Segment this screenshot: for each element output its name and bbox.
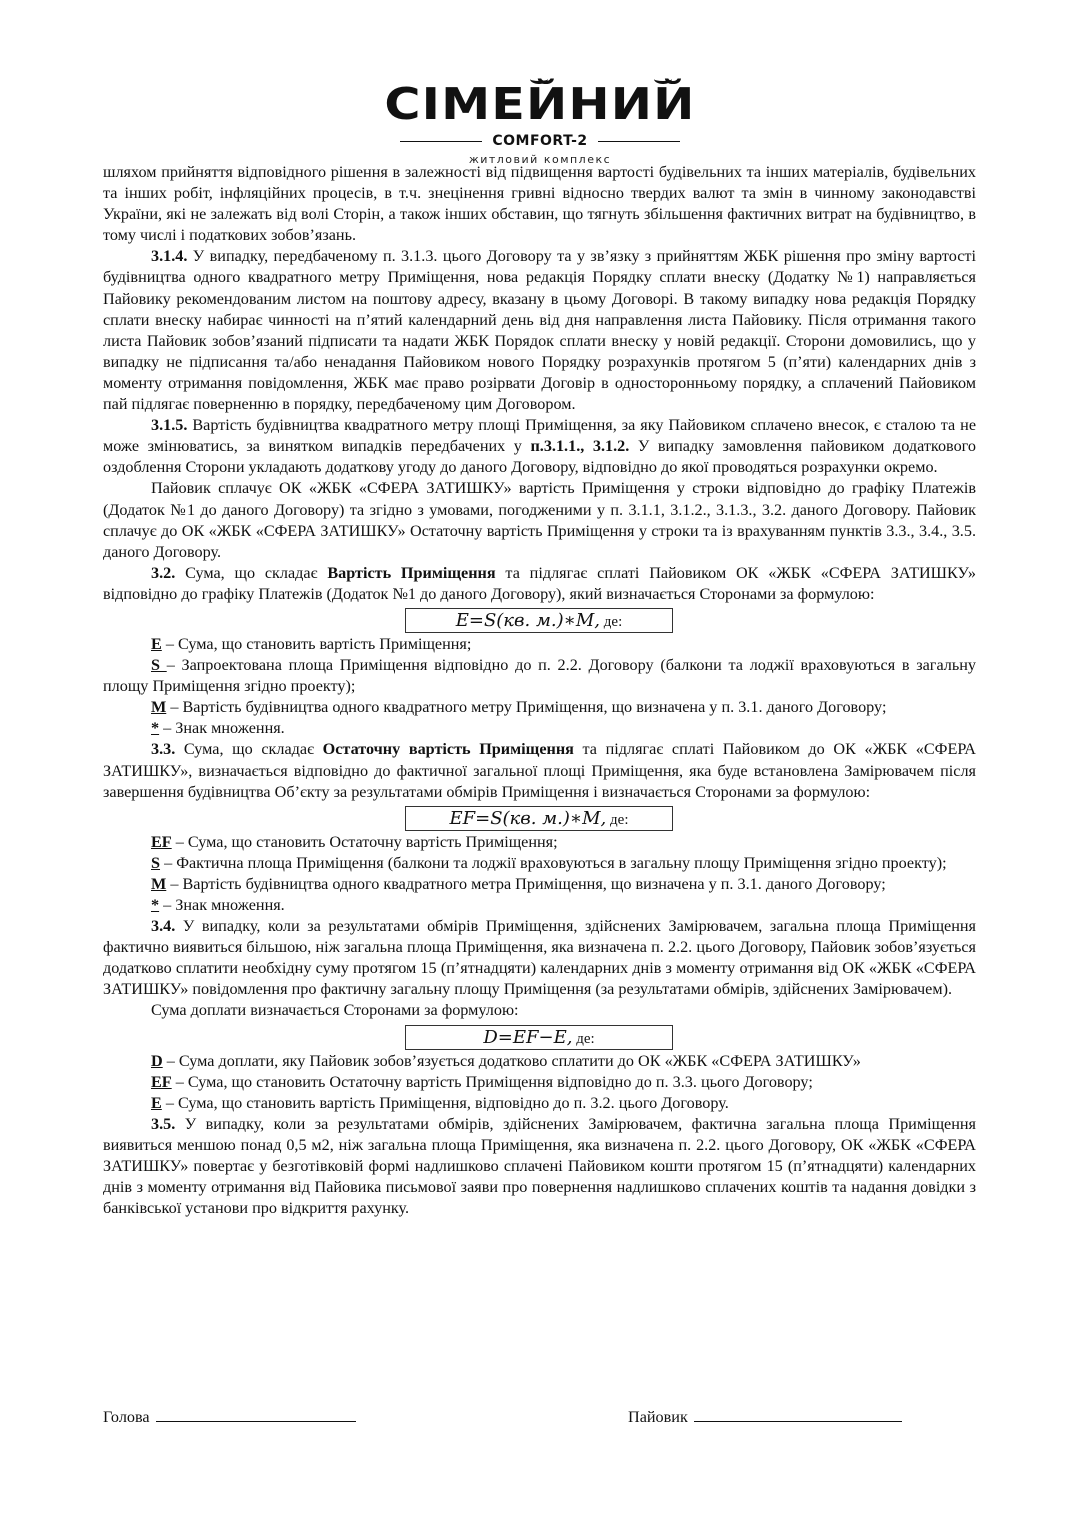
signature-line[interactable] — [694, 1408, 902, 1422]
paragraph-payment: Пайовик сплачує ОК «ЖБК «СФЕРА ЗАТИШКУ» вартість Приміщення у строки відповідно до графіку Платежів (Додаток №1 до даного Договору) та згідно з умовами, погодженими у п. 3.1.1, 3.1.2., 3.1.3., 3.2. даного Договору. Пайовик сплачує до ОК «ЖБК «СФЕРА ЗАТИШКУ» Остаточну вартість Приміщення у строки та із врахуванням пунктів 3.3., 3.4., 3.5. даного Договору. — [103, 479, 976, 561]
formula-box-E — [405, 608, 673, 633]
section-bold-term: Остаточну вартість Приміщення — [322, 740, 574, 759]
section-number: 3.5. — [151, 1114, 176, 1133]
definition-item — [103, 697, 976, 718]
section-text: Сума, що складає — [175, 740, 323, 759]
section-text: У випадку замовлення пайовиком додаткового оздоблення Сторони укладають додаткову угоду до даного Договору, відповідно до якої проводяться розрахунки окремо. — [103, 437, 977, 477]
section-text: Сума, що складає — [175, 563, 328, 582]
section-3-1-4 — [103, 246, 976, 415]
definition-item — [103, 832, 976, 853]
signature-chairman — [103, 1408, 356, 1427]
section-text: У випадку, коли за результатами обмірів Приміщення, здійснених Замірювачем, загальна площа Приміщення фактично виявиться більшою, ніж загальна площа Приміщення, яка визначена п. 2.2. цього Договору, Пайовик зобов’язується додатково сплатити необхідну суму протягом 15 (п’ятнадцяти) календарних днів з моменту отримання від ОК «ЖБК «СФЕРА ЗАТИШКУ» повідомлення про фактичну загальну площу Приміщення (за результатами обмірів, здійснених Замірювачем). — [103, 917, 976, 999]
definition-text: – Сума доплати, яку Пайовик зобов’язується додатково сплатити до ОК «ЖБК «СФЕРА ЗАТИШКУ» — [162, 1051, 861, 1070]
logo — [384, 70, 696, 170]
definition-symbol: * — [151, 896, 160, 914]
definition-text: – Фактична площа Приміщення (балкони та лоджії враховуються в загальну площу Приміщення згідно проекту); — [160, 853, 947, 872]
section-number: 3.1.5. — [151, 416, 188, 435]
definition-text: – Сума, що становить Остаточну вартість Приміщення; — [171, 832, 558, 851]
definition-text: – Вартість будівництва одного квадратного метра Приміщення, що визначена у п. 3.1. даного Договору; — [166, 874, 886, 893]
definition-item — [103, 1051, 976, 1072]
section-number: 3.2. — [151, 563, 176, 582]
definition-symbol: S — [151, 853, 161, 872]
section-text: У випадку, передбаченому п. 3.1.3. цього Договору та у зв’язку з прийняттям ЖБК рішення про зміну вартості будівництва одного квадратного метру Приміщення, нова редакція Порядку сплати внеску (Додатку №1) направляється Пайовику рекомендованим листом на поштову адресу, вказану в цьому Договорі. В такому випадку нова редакція Порядку сплати внеску набирає чинності на п’ятий календарний день від дня направлення листа Пайовику. Після отримання такого листа Пайовик зобов’язаний підписати та надати ЖБК Порядок сплати внеску у новій редакції. Сторони домовились, що у випадку не підписання та/або ненадання Пайовиком нового Порядку розрахунків протягом 5 (п’яти) календарних днів з моменту отримання повідомлення, ЖБК має право розірвати Договір в односторонньому порядку, а сплачений Пайовиком пай підлягає поверненню в порядку, передбаченому цим Договором. — [103, 247, 976, 414]
signature-line[interactable] — [156, 1408, 356, 1422]
definition-symbol: S — [151, 656, 167, 675]
definition-item — [103, 1072, 976, 1093]
formula-suffix: де: — [606, 811, 629, 828]
definition-symbol: M — [151, 698, 167, 717]
signature-label: Голова — [103, 1408, 150, 1426]
definition-text: – Запроектована площа Приміщення відповідно до п. 2.2. Договору (балкони та лоджії враховуються в загальну площу Приміщення згідно проекту); — [103, 656, 976, 696]
formula-intro: Сума доплати визначається Сторонами за формулою: — [151, 1001, 519, 1020]
section-text: Вартість будівництва квадратного метру площі Приміщення, за яку Пайовиком сплачено внесок, є сталою та не може змінюватись, за винятком випадків передбачених у — [103, 416, 976, 456]
logo-tagline: житловий комплекс — [468, 153, 612, 166]
definition-symbol: E — [151, 634, 162, 653]
section-number: 3.1.4. — [151, 247, 188, 266]
section-number: 3.3. — [151, 740, 176, 759]
section-text: та підлягає сплаті Пайовиком до ОК «ЖБК «СФЕРА ЗАТИШКУ», визначається відповідно до фактичної загальної площі Приміщення, яка буде встановлена Замірювачем після завершення будівництва Об’єкту за результатами обмірів Приміщення і визначається Сторонами за формулою: — [103, 740, 976, 801]
logo-divider — [598, 141, 680, 142]
logo-divider — [400, 141, 482, 142]
definition-symbol: M — [151, 874, 167, 893]
formula-suffix: де: — [600, 613, 623, 630]
definition-item — [103, 853, 976, 874]
definition-symbol: * — [151, 719, 160, 738]
section-3-4 — [103, 916, 976, 1000]
formula-box-D — [405, 1025, 673, 1050]
section-3-5 — [103, 1114, 976, 1219]
section-3-2 — [103, 563, 976, 605]
formula-box-EF — [405, 806, 673, 831]
section-reference: п.3.1.1., 3.1.2. — [530, 437, 630, 456]
definition-text: – Знак множення. — [159, 896, 285, 914]
formula-suffix: де: — [572, 1030, 595, 1047]
document-body — [103, 162, 976, 1219]
definition-text: – Вартість будівництва одного квадратного метру Приміщення, що визначена у п. 3.1. даного Договору; — [166, 698, 887, 717]
formula: EF=S(кв. м.)∗M, — [449, 807, 607, 829]
logo-subtitle-row — [400, 132, 680, 150]
definition-symbol: EF — [151, 832, 172, 851]
definition-text: – Сума, що становить Остаточну вартість Приміщення відповідно до п. 3.3. цього Договору; — [171, 1072, 813, 1091]
definition-symbol: D — [151, 1051, 163, 1070]
definition-symbol: E — [151, 1093, 162, 1112]
logo-title: СІМЕЙНИЙ — [384, 79, 696, 130]
paragraph-intro: шляхом прийняття відповідного рішення в залежності від підвищення вартості будівельних та інших матеріалів, будівельних та інших робіт, інфляційних процесів, в т.ч. знецінення гривні відносно твердих валют та змін в чинному законодавстві України, які не залежать від волі Сторін, а також інших обставин, що тягнуть збільшення фактичних витрат на будівництво, в тому числі і податкових зобов’язань. — [103, 163, 976, 245]
definition-text: – Знак множення. — [159, 719, 285, 738]
formula: D=EF−E, — [483, 1026, 573, 1048]
signature-shareholder — [628, 1408, 902, 1427]
definition-item — [103, 874, 976, 895]
definition-item — [103, 1093, 976, 1114]
definition-text: – Сума, що становить вартість Приміщення, відповідно до п. 3.2. цього Договору. — [161, 1093, 729, 1112]
signature-label: Пайовик — [628, 1408, 688, 1426]
section-number: 3.4. — [151, 917, 176, 936]
section-text: У випадку, коли за результатами обмірів, здійснених Замірювачем, фактична загальна площа Приміщення виявиться меншою понад 0,5 м2, ніж загальна площа Приміщення, яка визначена п. 2.2. цього Договору, ОК «ЖБК «СФЕРА ЗАТИШКУ» повертає у безготівковій формі надлишково сплачені Пайовиком кошти протягом 15 (п’ятнадцяти) календарних днів з моменту отримання від Пайовика письмової заяви про повернення надлишково сплачених коштів та надання довідки з банківської установи про відкриття рахунку. — [103, 1114, 976, 1218]
section-bold-term: Вартість Приміщення — [327, 563, 496, 582]
section-3-3 — [103, 739, 976, 802]
logo-subtitle: COMFORT-2 — [492, 133, 588, 149]
section-text: та підлягає сплаті Пайовиком ОК «ЖБК «СФЕРА ЗАТИШКУ» відповідно до графіку Платежів (Додаток №1 до даного Договору), який визначається Сторонами за формулою: — [103, 563, 976, 603]
definition-item — [103, 655, 976, 697]
section-3-1-5 — [103, 415, 976, 478]
definition-text: – Сума, що становить вартість Приміщення; — [161, 634, 472, 653]
definition-item — [103, 634, 976, 655]
definition-item — [103, 895, 976, 916]
formula: E=S(кв. м.)∗M, — [455, 609, 601, 631]
definition-symbol: EF — [151, 1072, 172, 1091]
definition-item — [103, 718, 976, 739]
